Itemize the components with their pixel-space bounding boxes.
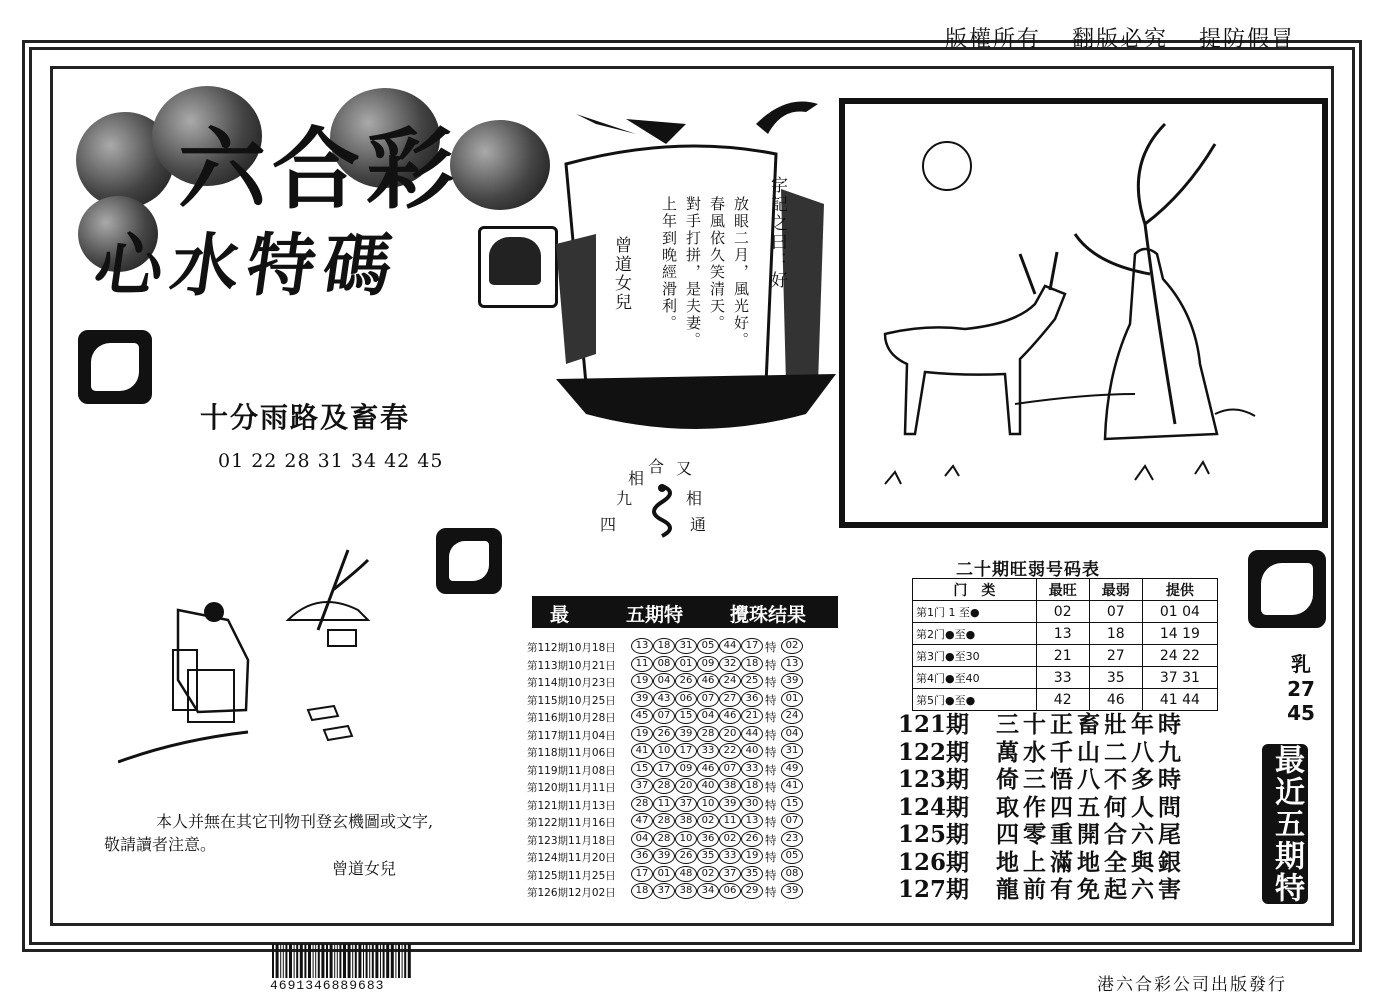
results-header-text: 五期特: [626, 604, 684, 626]
special-number-ball: 04: [781, 726, 803, 742]
number-ball: 44: [719, 638, 741, 654]
number-ball: 38: [675, 813, 697, 829]
number-ball: 36: [631, 848, 653, 864]
number-ball: 18: [653, 638, 675, 654]
barcode-bar: [339, 944, 341, 978]
special-number-ball: 08: [781, 866, 803, 882]
table-cell-cold: 46: [1089, 689, 1142, 711]
number-ball: 46: [697, 673, 719, 689]
column-header: 提供: [1142, 579, 1217, 601]
special-number-ball: 39: [781, 673, 803, 689]
riddle-char: 相: [628, 469, 645, 488]
table-cell-gate: 第3门●至30: [913, 645, 1037, 667]
number-ball: 22: [719, 743, 741, 759]
poem-line: 對手打拼，是夫妻。: [684, 196, 702, 349]
number-ball: 33: [697, 743, 719, 759]
side-code-char: 乳: [1291, 652, 1311, 676]
special-label: 特: [765, 850, 777, 864]
table-row: [913, 667, 1218, 689]
result-date-label: 第112期10月18日: [527, 642, 616, 654]
number-ball: 36: [741, 691, 763, 707]
result-date-label: 第122期11月16日: [527, 817, 616, 829]
result-date-label: 第113期10月21日: [527, 659, 616, 672]
poem-line: 春風依久笑清天。: [708, 196, 726, 332]
barcode-bar: [395, 944, 396, 978]
barcode-bar: [372, 944, 374, 978]
number-ball: 45: [631, 708, 653, 724]
table-cell-hot: 21: [1036, 645, 1089, 667]
number-ball: 28: [631, 796, 653, 812]
number-ball: 31: [675, 638, 697, 654]
notice-line: 本人并無在其它刊物刊登玄機圖或文字,: [156, 812, 434, 831]
special-label: 特: [765, 867, 777, 882]
number-ball: 10: [675, 831, 697, 847]
side-code-number: 45: [1287, 701, 1315, 725]
poem-text: 四零重開合六尾: [996, 821, 1185, 848]
barcode-bar: [289, 944, 292, 978]
result-row: [527, 656, 827, 673]
table-cell-hot: 33: [1036, 667, 1089, 689]
barcode-bar: [276, 944, 279, 978]
barcode-bar: [326, 944, 328, 978]
result-date-label: 第118期11月06日: [527, 747, 616, 759]
table-cell-cold: 27: [1089, 645, 1142, 667]
table-title: 二十期旺弱号码表: [956, 560, 1100, 580]
publisher: 港六合彩公司出版發行: [1097, 975, 1287, 995]
barcode-bar: [369, 944, 370, 978]
result-row: [527, 761, 827, 778]
hint-numbers: 01 22 28 31 34 42 45: [218, 450, 444, 472]
decorative-orb: [450, 120, 550, 210]
number-ball: 28: [653, 831, 675, 847]
result-row: [527, 831, 827, 848]
poem-text: 取作四五何人問: [996, 793, 1185, 821]
result-row: [527, 691, 827, 708]
special-label: 特: [765, 640, 777, 654]
special-label: 特: [765, 745, 777, 759]
side-code: [1284, 648, 1318, 725]
goat-scene-drawing: [845, 104, 1322, 522]
barcode-bar: [358, 944, 361, 978]
result-date-label: 第124期11月20日: [527, 852, 616, 864]
table-cell-gate: 第4门●至40: [913, 667, 1037, 689]
number-ball: 26: [675, 848, 697, 864]
special-number-ball: 49: [781, 761, 803, 777]
page-title: 六合彩: [178, 117, 461, 221]
number-ball: 40: [741, 743, 763, 759]
riddle-char: 又: [676, 459, 693, 478]
special-label: 特: [765, 710, 777, 724]
barcode-bar: [366, 944, 368, 978]
barcode-bar: [334, 944, 335, 978]
number-ball: 19: [631, 726, 653, 742]
number-ball: 17: [675, 743, 697, 759]
number-ball: 18: [631, 883, 653, 899]
poem-text: 地上滿地全與銀: [996, 848, 1185, 876]
column-header: 最弱: [1089, 579, 1142, 601]
special-label: 特: [765, 657, 777, 672]
results-header-text: 攪珠结果: [730, 604, 807, 626]
number-ball: 46: [697, 761, 719, 777]
poem-period: 122期: [898, 738, 970, 766]
hint-text: 十分雨路及畜春: [200, 401, 411, 434]
special-label: 特: [765, 692, 777, 707]
table-cell-cold: 07: [1089, 601, 1142, 623]
number-ball: 01: [675, 656, 697, 672]
table-cell-offer: 37 31: [1142, 667, 1217, 689]
number-ball: 20: [675, 778, 697, 794]
snake-riddle: [596, 454, 716, 534]
number-ball: 04: [653, 673, 675, 689]
barcode-number: 4691346889683: [270, 978, 385, 993]
boat-poem: [596, 176, 786, 360]
number-ball: 28: [697, 726, 719, 742]
result-row: [527, 708, 827, 725]
table-cell-gate: 第1门 1 至●: [913, 601, 1037, 623]
number-ball: 36: [697, 831, 719, 847]
barcode-bar: [300, 944, 303, 978]
number-ball: 18: [741, 656, 763, 672]
special-number-ball: 39: [781, 883, 803, 899]
copyright-notice: [923, 22, 1295, 53]
special-number-ball: 31: [781, 743, 803, 759]
result-date-label: 第114期10月23日: [527, 677, 616, 689]
number-ball: 04: [697, 708, 719, 724]
result-row: [527, 673, 827, 690]
barcode-bar: [398, 944, 400, 978]
pointing-hand-icon: [1248, 550, 1326, 628]
number-ball: 34: [697, 883, 719, 899]
result-row: [527, 796, 827, 813]
side-code-number: 27: [1287, 677, 1315, 701]
barcode-bar: [404, 944, 406, 978]
poem-period: 121期: [898, 711, 970, 738]
special-number-ball: 23: [781, 831, 803, 847]
special-label: 特: [765, 675, 777, 689]
number-ball: 20: [719, 726, 741, 742]
result-row: [527, 883, 827, 900]
special-number-ball: 24: [781, 708, 803, 724]
riddle-char: 合: [648, 457, 665, 476]
poem-period: 127期: [898, 876, 970, 903]
author-name: 曾道女兒: [332, 859, 397, 878]
number-ball: 47: [631, 813, 653, 829]
result-row: [527, 778, 827, 795]
number-ball: 13: [741, 813, 763, 829]
number-ball: 02: [719, 831, 741, 847]
barcode-bar: [348, 944, 351, 978]
number-ball: 06: [719, 883, 741, 899]
number-ball: 39: [719, 796, 741, 812]
side-label: 最近五期特码诗: [1262, 744, 1308, 904]
number-ball: 08: [653, 656, 675, 672]
copyright-text: 翻版必究: [1071, 27, 1168, 52]
barcode-bar: [318, 944, 320, 978]
barcode-bar: [272, 944, 274, 978]
number-ball: 39: [675, 726, 697, 742]
number-ball: 46: [719, 708, 741, 724]
number-ball: 06: [675, 691, 697, 707]
number-ball: 30: [741, 796, 763, 812]
number-ball: 37: [653, 883, 675, 899]
number-ball: 17: [741, 638, 763, 654]
result-date-label: 第125期11月25日: [527, 869, 616, 882]
number-ball: 17: [653, 761, 675, 777]
number-ball: 07: [719, 761, 741, 777]
hot-cold-table: [912, 578, 1218, 711]
special-number-ball: 13: [781, 656, 803, 672]
special-number-ball: 07: [781, 813, 803, 829]
barcode-bar: [408, 944, 411, 978]
results-header: [532, 596, 838, 628]
table-cell-hot: 42: [1036, 689, 1089, 711]
number-ball: 21: [741, 708, 763, 724]
number-ball: 07: [697, 691, 719, 707]
riddle-char: 通: [690, 515, 707, 534]
results-header-text: 最: [550, 604, 570, 626]
page-subtitle: 心水特碼: [89, 226, 405, 306]
table-cell-cold: 18: [1089, 623, 1142, 645]
woman-washing-illustration: [118, 530, 418, 770]
number-ball: 24: [719, 673, 741, 689]
goat-scene-picture: [839, 98, 1328, 528]
number-ball: 18: [741, 778, 763, 794]
number-ball: 40: [697, 778, 719, 794]
number-ball: 10: [697, 796, 719, 812]
barcode-bar: [296, 944, 298, 978]
poem-text: 龍前有免起六害: [996, 876, 1185, 903]
number-ball: 13: [631, 638, 653, 654]
special-number-ball: 05: [781, 848, 803, 864]
barcode-bar: [330, 944, 333, 978]
number-ball: 04: [631, 831, 653, 847]
barcode-bar: [355, 944, 357, 978]
number-ball: 43: [653, 691, 675, 707]
barcode-bar: [383, 944, 385, 978]
number-ball: 35: [697, 848, 719, 864]
copyright-text: 版權所有: [944, 27, 1041, 52]
result-date-label: 第117期11月04日: [527, 729, 616, 742]
table-cell-offer: 41 44: [1142, 689, 1217, 711]
number-ball: 33: [741, 761, 763, 777]
poem-period: 123期: [898, 766, 970, 793]
number-ball: 48: [675, 866, 697, 882]
table-row: [913, 601, 1218, 623]
number-ball: 44: [741, 726, 763, 742]
number-ball: 25: [741, 673, 763, 689]
fortune-bag-icon: [478, 226, 558, 308]
result-row: [527, 866, 827, 883]
result-date-label: 第123期11月18日: [527, 834, 616, 847]
notice-line: 敬請讀者注意。: [104, 835, 217, 854]
number-ball: 02: [697, 813, 719, 829]
notice: [104, 810, 433, 856]
number-ball: 26: [675, 673, 697, 689]
poem-period: 124期: [898, 793, 970, 821]
barcode-bar: [321, 944, 324, 978]
number-ball: 19: [741, 848, 763, 864]
number-ball: 39: [653, 848, 675, 864]
copyright-text: 提防假冒: [1198, 27, 1295, 52]
number-ball: 27: [719, 691, 741, 707]
number-ball: 26: [653, 726, 675, 742]
poem-period: 125期: [898, 821, 970, 848]
barcode-bar: [280, 944, 281, 978]
number-ball: 28: [653, 778, 675, 794]
barcode-bar: [313, 944, 314, 978]
number-ball: 32: [719, 656, 741, 672]
special-label: 特: [765, 727, 777, 742]
number-ball: 02: [697, 866, 719, 882]
barcode-bar: [294, 944, 295, 978]
barcode-bar: [380, 944, 381, 978]
column-header: 最旺: [1036, 579, 1089, 601]
number-ball: 15: [631, 761, 653, 777]
number-ball: 29: [741, 883, 763, 899]
riddle-char: 相: [686, 489, 703, 508]
poem-period: 126期: [898, 848, 970, 876]
table-cell-offer: 14 19: [1142, 623, 1217, 645]
table-cell-cold: 35: [1089, 667, 1142, 689]
barcode-bar: [386, 944, 389, 978]
barcode-bar: [283, 944, 284, 978]
table-cell-hot: 13: [1036, 623, 1089, 645]
number-ball: 37: [631, 778, 653, 794]
number-ball: 37: [719, 866, 741, 882]
number-ball: 09: [675, 761, 697, 777]
barcode-bar: [402, 944, 403, 978]
column-header: 门 类: [913, 579, 1037, 601]
result-date-label: 第121期11月13日: [527, 799, 616, 812]
number-ball: 38: [675, 883, 697, 899]
number-ball: 01: [653, 866, 675, 882]
hand-icon: [436, 528, 502, 594]
number-ball: 09: [697, 656, 719, 672]
barcode-bar: [285, 944, 287, 978]
poem-heading: 字記之曰：好: [767, 176, 787, 290]
number-ball: 37: [675, 796, 697, 812]
poem-text: 萬水千山二八九: [996, 738, 1185, 766]
snake-icon: [644, 482, 680, 538]
table-row: [913, 645, 1218, 667]
special-number-ball: 02: [781, 638, 803, 654]
table-cell-offer: 24 22: [1142, 645, 1217, 667]
poem-line: 放眼二月，風光好。: [732, 196, 750, 349]
number-ball: 39: [631, 691, 653, 707]
number-ball: 07: [653, 708, 675, 724]
result-date-label: 第116期10月28日: [527, 712, 616, 724]
barcode-bar: [363, 944, 364, 978]
special-number-ball: 01: [781, 691, 803, 707]
special-label: 特: [765, 762, 777, 777]
table-cell-hot: 02: [1036, 601, 1089, 623]
number-ball: 05: [697, 638, 719, 654]
number-ball: 28: [653, 813, 675, 829]
number-ball: 15: [675, 708, 697, 724]
table-header-row: [913, 579, 1218, 601]
result-date-label: 第126期12月02日: [527, 887, 616, 899]
special-label: 特: [765, 780, 777, 794]
result-row: [527, 813, 827, 830]
result-date-label: 第115期10月25日: [527, 694, 616, 707]
barcode-bar: [343, 944, 346, 978]
number-ball: 17: [631, 866, 653, 882]
number-ball: 26: [741, 831, 763, 847]
number-ball: 35: [741, 866, 763, 882]
result-row: [527, 848, 827, 865]
barcode-bar: [304, 944, 306, 978]
special-label: 特: [765, 832, 777, 847]
riddle-char: 四: [600, 515, 617, 534]
number-ball: 19: [631, 673, 653, 689]
table-cell-gate: 第5门●至●: [913, 689, 1037, 711]
poem-signature: 曾道女兒: [611, 236, 631, 312]
poem-line: 上年到晚經滑利。: [660, 196, 678, 332]
special-label: 特: [765, 797, 777, 812]
result-date-label: 第119期11月08日: [527, 764, 616, 777]
number-ball: 38: [719, 778, 741, 794]
table-cell-offer: 01 04: [1142, 601, 1217, 623]
barcode-bar: [352, 944, 353, 978]
barcode-bar: [391, 944, 394, 978]
number-ball: 11: [631, 656, 653, 672]
number-ball: 11: [653, 796, 675, 812]
poem-text: 三十正畜壯年時: [996, 711, 1185, 738]
result-row: [527, 638, 827, 655]
special-label: 特: [765, 885, 777, 899]
barcode-bar: [375, 944, 378, 978]
poem-text: 倚三悟八不多時: [996, 766, 1185, 793]
number-ball: 11: [719, 813, 741, 829]
result-row: [527, 726, 827, 743]
result-date-label: 第120期11月11日: [527, 782, 616, 794]
riddle-char: 九: [616, 489, 633, 508]
barcode-image: [270, 944, 420, 980]
table-row: [913, 623, 1218, 645]
special-number-ball: 15: [781, 796, 803, 812]
result-row: [527, 743, 827, 760]
barcode-bar: [308, 944, 311, 978]
number-ball: 10: [653, 743, 675, 759]
number-ball: 41: [631, 743, 653, 759]
special-number-ball: 41: [781, 778, 803, 794]
barcode-bar: [315, 944, 316, 978]
barcode-bar: [337, 944, 338, 978]
special-label: 特: [765, 815, 777, 829]
number-ball: 33: [719, 848, 741, 864]
table-cell-gate: 第2门●至●: [913, 623, 1037, 645]
rabbit-icon: [78, 330, 152, 404]
